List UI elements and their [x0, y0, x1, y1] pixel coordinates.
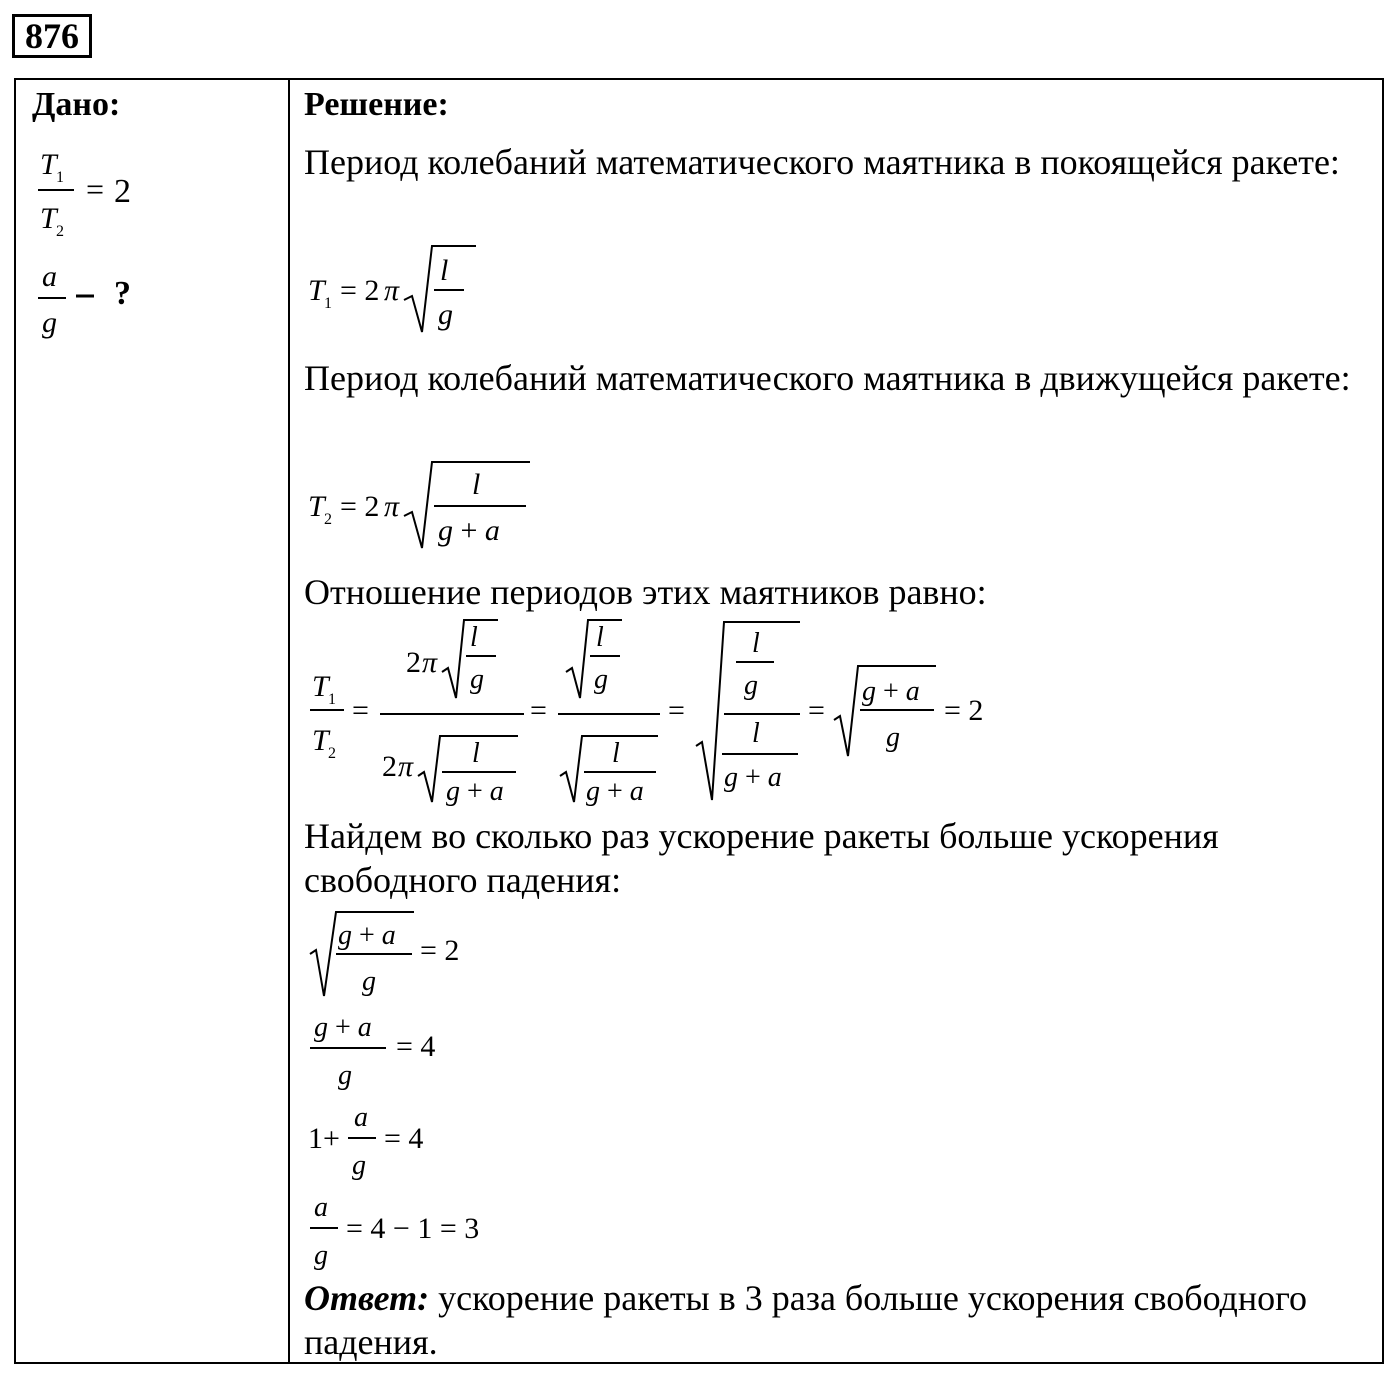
svg-text:2: 2	[324, 511, 332, 528]
svg-text:2: 2	[382, 750, 397, 783]
svg-text:1: 1	[56, 169, 64, 186]
answer-paragraph	[304, 1276, 1362, 1364]
svg-text:l: l	[470, 622, 478, 653]
svg-text:l: l	[752, 628, 760, 659]
paragraph-rest-rocket: Период колебаний математического маятника в покоящейся ракете:	[304, 142, 1340, 182]
formula-ratio-chain	[304, 616, 1024, 806]
given-unknown-formula	[30, 252, 190, 342]
svg-text:= 4 − 1 = 3: = 4 − 1 = 3	[346, 1212, 480, 1245]
svg-text:1: 1	[324, 295, 332, 312]
solution-table	[14, 78, 1384, 1364]
solution-column	[290, 80, 1382, 1362]
paragraph-find-ratio: Найдем во сколько раз ускорение ракеты больше ускорения свободного падения:	[304, 816, 1219, 900]
svg-text:g: g	[352, 1150, 366, 1181]
given-header: Дано:	[32, 86, 121, 123]
svg-text:g: g	[42, 306, 57, 339]
svg-text:g + a: g + a	[724, 762, 782, 793]
svg-text:=: =	[86, 171, 105, 207]
svg-text:g + a: g + a	[438, 514, 500, 547]
svg-text:g: g	[338, 1060, 352, 1091]
svg-text:g + a: g + a	[338, 920, 396, 951]
unknown-mark: ?	[114, 275, 131, 312]
formula-sqrt-eq	[304, 900, 504, 1000]
given-column	[16, 80, 288, 1362]
svg-text:g: g	[886, 722, 900, 753]
svg-text:=: =	[808, 694, 825, 727]
svg-text:l: l	[752, 718, 760, 749]
svg-text:=: =	[530, 694, 547, 727]
svg-text:l: l	[472, 738, 480, 769]
svg-text:π: π	[384, 490, 400, 523]
svg-text:= 4: = 4	[384, 1122, 424, 1155]
formula-result	[304, 1174, 564, 1274]
svg-text:g: g	[362, 966, 376, 997]
svg-text:g: g	[314, 1240, 328, 1271]
svg-text:π: π	[384, 274, 400, 307]
solution-header: Решение:	[304, 86, 449, 123]
svg-text:=: =	[668, 694, 685, 727]
svg-text:T: T	[312, 724, 329, 757]
answer-text: ускорение ракеты в 3 раза больше ускорения свободного падения.	[304, 1278, 1308, 1362]
paragraph-moving-rocket: Период колебаний математического маятника в движущейся ракете:	[304, 358, 1351, 398]
svg-text:g + a: g + a	[314, 1012, 372, 1043]
svg-text:2: 2	[328, 745, 336, 762]
svg-text:a: a	[42, 260, 57, 293]
svg-text:T: T	[308, 274, 325, 307]
svg-text:1+: 1+	[308, 1122, 340, 1155]
svg-text:l: l	[440, 254, 449, 287]
given-ratio-formula	[30, 140, 190, 240]
svg-text:l: l	[612, 738, 620, 769]
svg-text:g: g	[470, 664, 484, 695]
svg-text:T: T	[40, 202, 57, 235]
svg-text:g + a: g + a	[446, 776, 504, 806]
svg-text:2: 2	[406, 646, 421, 679]
svg-text:1: 1	[328, 691, 336, 708]
formula-one-plus	[304, 1084, 504, 1184]
svg-text:=: =	[352, 694, 369, 727]
svg-text:g + a: g + a	[862, 676, 920, 707]
svg-text:T: T	[308, 490, 325, 523]
svg-text:a: a	[354, 1102, 368, 1133]
svg-text:T: T	[312, 670, 329, 703]
svg-text:= 2: = 2	[340, 490, 380, 523]
svg-text:π: π	[398, 750, 414, 783]
svg-text:π: π	[422, 646, 438, 679]
formula-t2	[304, 456, 564, 556]
paragraph-ratio: Отношение периодов этих маятников равно:	[304, 572, 987, 612]
svg-text:l: l	[472, 468, 481, 501]
svg-text:= 4: = 4	[396, 1030, 436, 1063]
svg-text:g: g	[594, 664, 608, 695]
svg-text:= 2: = 2	[340, 274, 380, 307]
svg-text:= 2: = 2	[944, 694, 984, 727]
svg-text:g: g	[744, 670, 758, 701]
given-ratio-value: 2	[114, 173, 131, 210]
svg-text:l: l	[596, 622, 604, 653]
svg-text:g: g	[438, 298, 453, 331]
problem-number: 876	[12, 14, 92, 58]
formula-t1	[304, 240, 524, 340]
svg-text:T: T	[40, 148, 57, 181]
svg-text:2: 2	[56, 223, 64, 240]
formula-frac-eq-4	[304, 992, 504, 1092]
svg-text:= 2: = 2	[420, 934, 460, 967]
svg-text:g + a: g + a	[586, 776, 644, 806]
answer-label: Ответ:	[304, 1278, 430, 1318]
svg-text:a: a	[314, 1192, 328, 1223]
